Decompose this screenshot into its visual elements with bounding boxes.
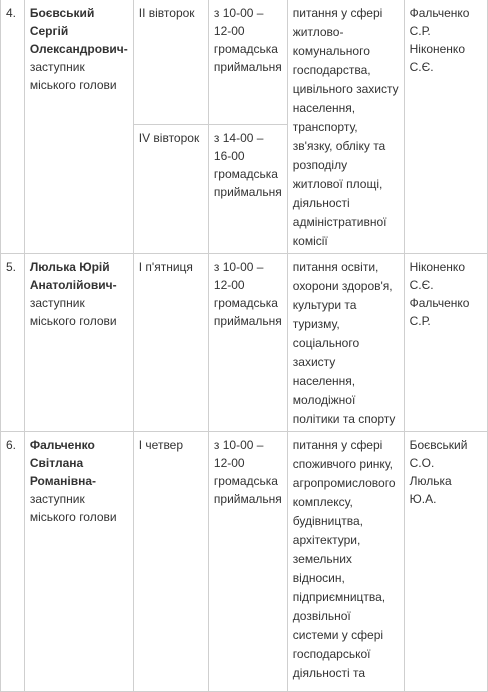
- reception-time-place-text: [214, 258, 282, 330]
- text-line: адміністративної: [292, 215, 387, 229]
- text-line: земельних: [292, 552, 352, 566]
- row-number: [1, 254, 25, 432]
- duties-cell-text: [293, 436, 399, 683]
- text-line: 12-00: [213, 278, 245, 292]
- text-line: Боєвський: [29, 6, 95, 20]
- duties-cell: [287, 254, 404, 432]
- duties-cell-text: [293, 4, 399, 251]
- text-line: житлово-: [292, 25, 344, 39]
- text-line: громадська: [213, 42, 278, 56]
- table-row: [1, 0, 488, 125]
- reception-day: [133, 125, 208, 254]
- substitute-cell: [404, 254, 487, 432]
- substitute-cell-text: [410, 258, 482, 330]
- row-number-text: 6.: [6, 438, 17, 452]
- text-line: транспорту,: [292, 120, 358, 134]
- text-line: дозвільної: [292, 609, 351, 623]
- text-line: господарської: [292, 647, 371, 661]
- row-number-text: 5.: [6, 260, 17, 274]
- reception-time-place-text: [214, 436, 282, 508]
- text-line: заступник: [29, 60, 85, 74]
- text-line: будівництва,: [292, 514, 363, 528]
- text-line: С.Є.: [409, 60, 434, 74]
- schedule-table-body: [1, 0, 488, 692]
- reception-day: [133, 432, 208, 692]
- text-line: молодіжної: [292, 393, 356, 407]
- text-line: питання освіти,: [292, 260, 379, 274]
- text-line: культури та: [292, 298, 357, 312]
- text-line: Світлана: [29, 456, 84, 470]
- text-line: комунального: [292, 44, 370, 58]
- reception-day-text: І п'ятниця: [138, 260, 193, 274]
- text-line: господарства,: [292, 63, 371, 77]
- table-row: [1, 432, 488, 692]
- text-line: архітектури,: [292, 533, 361, 547]
- duties-cell: [287, 432, 404, 692]
- row-number: [1, 432, 25, 692]
- text-line: питання у сфері: [292, 438, 383, 452]
- official-position: [30, 58, 128, 94]
- text-line: громадська: [213, 167, 278, 182]
- official-cell: [24, 432, 133, 692]
- text-line: громадська: [213, 296, 278, 310]
- text-line: діяльності та: [292, 666, 366, 680]
- text-line: Люлька: [409, 474, 452, 488]
- text-line: С.Р.: [409, 314, 431, 328]
- reception-day-text: ІV вівторок: [138, 131, 200, 146]
- substitute-cell: [404, 0, 487, 254]
- official-name: [30, 258, 128, 294]
- text-line: Фальченко: [29, 438, 95, 452]
- text-line: зв'язку, обліку та: [292, 139, 386, 153]
- text-line: Люлька Юрій: [29, 260, 110, 274]
- text-line: Сергій: [29, 24, 69, 38]
- text-line: питання у сфері: [292, 6, 383, 20]
- text-line: системи у сфері: [292, 628, 384, 642]
- reception-day-text: ІІ вівторок: [138, 6, 195, 20]
- text-line: приймальня: [213, 492, 282, 506]
- official-cell: [24, 0, 133, 254]
- text-line: 12-00: [213, 24, 245, 38]
- text-line: населення,: [292, 374, 356, 388]
- substitute-cell-text: [410, 4, 482, 76]
- duties-cell: [287, 0, 404, 254]
- text-line: міського голови: [29, 314, 117, 328]
- reception-day-text: І четвер: [138, 438, 184, 452]
- text-line: Фальченко: [409, 6, 470, 20]
- text-line: з 10-00 –: [213, 6, 264, 20]
- text-line: Романівна-: [29, 474, 96, 488]
- text-line: Боєвський: [409, 438, 468, 452]
- substitute-cell-text: [410, 436, 482, 508]
- table-row: [1, 254, 488, 432]
- official-cell: [24, 254, 133, 432]
- text-line: комісії: [292, 234, 328, 248]
- reception-time-place: [208, 0, 287, 125]
- text-line: населення,: [292, 101, 356, 115]
- official-position: [30, 490, 128, 526]
- text-line: захисту: [292, 355, 336, 369]
- text-line: туризму,: [292, 317, 340, 331]
- text-line: відносин,: [292, 571, 345, 585]
- reception-time-place: [208, 125, 287, 254]
- text-line: приймальня: [213, 185, 282, 200]
- text-line: міського голови: [29, 510, 117, 524]
- text-line: С.Є.: [409, 278, 434, 292]
- row-number-text: 4.: [6, 6, 17, 20]
- reception-time-place: [208, 432, 287, 692]
- text-line: Фальченко: [409, 296, 470, 310]
- official-name: [30, 436, 128, 490]
- text-line: 12-00: [213, 456, 245, 470]
- reception-day: [133, 254, 208, 432]
- reception-time-place-text: [214, 4, 282, 76]
- text-line: С.Р. Ніконенко: [409, 24, 465, 56]
- text-line: комплексу,: [292, 495, 353, 509]
- text-line: Анатолійович-: [29, 278, 117, 292]
- text-line: з 10-00 –: [213, 438, 264, 452]
- substitute-cell: [404, 432, 487, 692]
- text-line: С.О.: [409, 456, 435, 470]
- text-line: 16-00: [213, 149, 245, 164]
- reception-time-place-text: [214, 129, 282, 201]
- text-line: заступник: [29, 296, 85, 310]
- reception-day: [133, 0, 208, 125]
- text-line: цивільного захисту: [292, 82, 399, 96]
- reception-time-place: [208, 254, 287, 432]
- text-line: агропромислового: [292, 476, 396, 490]
- text-line: приймальня: [213, 60, 282, 74]
- text-line: Олександрович-: [29, 42, 128, 56]
- text-line: підприємництва,: [292, 590, 386, 604]
- text-line: споживчого ринку,: [292, 457, 393, 471]
- official-position: [30, 294, 128, 330]
- text-line: політики та спорту: [292, 412, 396, 426]
- text-line: громадська: [213, 474, 278, 488]
- text-line: Ю.А.: [409, 492, 437, 506]
- text-line: діяльності: [292, 196, 350, 210]
- text-line: охорони здоров'я,: [292, 279, 393, 293]
- text-line: міського голови: [29, 78, 117, 92]
- text-line: розподілу: [292, 158, 348, 172]
- text-line: житлової площі,: [292, 177, 383, 191]
- official-name: [30, 4, 128, 58]
- text-line: приймальня: [213, 314, 282, 328]
- row-number: [1, 0, 25, 254]
- text-line: заступник: [29, 492, 85, 506]
- text-line: з 10-00 –: [213, 260, 264, 274]
- duties-cell-text: [293, 258, 399, 429]
- text-line: соціального: [292, 336, 360, 350]
- text-line: Ніконенко: [409, 260, 465, 274]
- text-line: з 14-00 –: [213, 131, 264, 146]
